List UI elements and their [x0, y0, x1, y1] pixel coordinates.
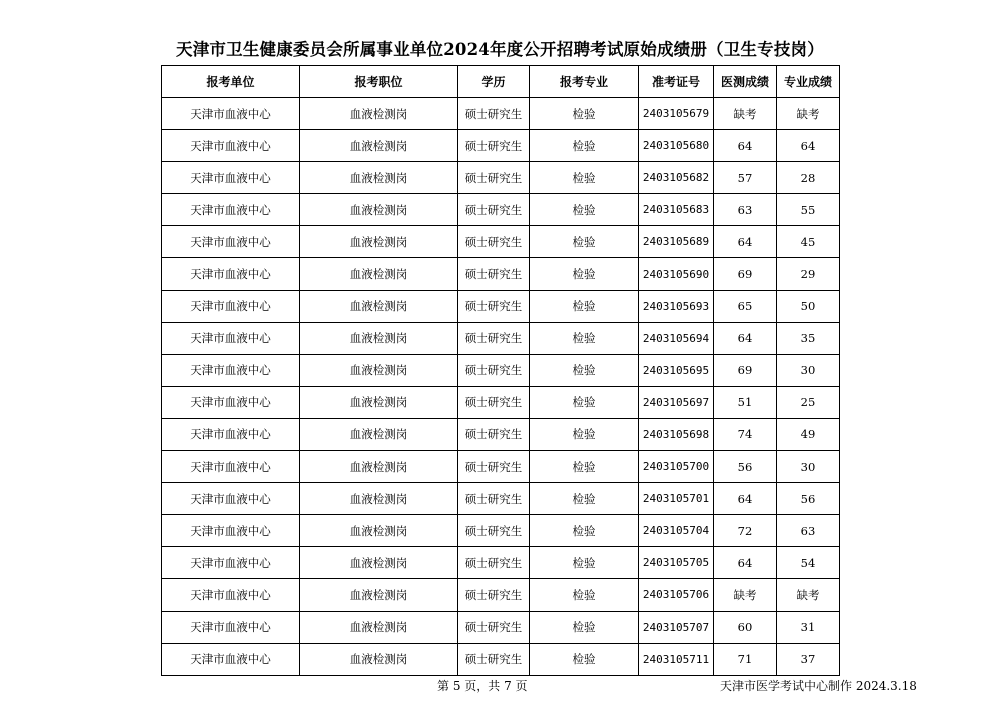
table-row: [162, 258, 840, 290]
cell-test-score: 64: [714, 130, 777, 162]
table-row: [162, 483, 840, 515]
column-header-test-score: 医测成绩: [714, 66, 777, 98]
column-header-major: 报考专业: [530, 66, 639, 98]
cell-major-score: 54: [777, 547, 840, 579]
cell-major: 检验: [530, 515, 639, 547]
cell-education: 硕士研究生: [458, 226, 530, 258]
cell-position: 血液检测岗: [300, 386, 458, 418]
cell-education: 硕士研究生: [458, 483, 530, 515]
cell-test-score: 72: [714, 515, 777, 547]
cell-exam-id: 2403105695: [639, 354, 714, 386]
cell-position: 血液检测岗: [300, 483, 458, 515]
cell-major: 检验: [530, 354, 639, 386]
column-header-education: 学历: [458, 66, 530, 98]
cell-major-score: 56: [777, 483, 840, 515]
cell-test-score: 71: [714, 643, 777, 675]
cell-exam-id: 2403105694: [639, 322, 714, 354]
column-header-major-score: 专业成绩: [777, 66, 840, 98]
cell-major: 检验: [530, 643, 639, 675]
page-number: 第 5 页，共 7 页: [437, 679, 528, 693]
table-row: [162, 386, 840, 418]
cell-major: 检验: [530, 194, 639, 226]
cell-major: 检验: [530, 418, 639, 450]
cell-test-score: 60: [714, 611, 777, 643]
cell-unit: 天津市血液中心: [162, 290, 300, 322]
cell-exam-id: 2403105683: [639, 194, 714, 226]
cell-education: 硕士研究生: [458, 547, 530, 579]
cell-exam-id: 2403105700: [639, 451, 714, 483]
cell-position: 血液检测岗: [300, 194, 458, 226]
cell-position: 血液检测岗: [300, 258, 458, 290]
cell-education: 硕士研究生: [458, 386, 530, 418]
cell-unit: 天津市血液中心: [162, 258, 300, 290]
cell-unit: 天津市血液中心: [162, 451, 300, 483]
cell-test-score: 缺考: [714, 98, 777, 130]
table-row: [162, 354, 840, 386]
score-table-body: [162, 98, 840, 676]
cell-unit: 天津市血液中心: [162, 194, 300, 226]
cell-unit: 天津市血液中心: [162, 643, 300, 675]
cell-test-score: 51: [714, 386, 777, 418]
producer-credit: 天津市医学考试中心制作 2024.3.18: [720, 679, 917, 693]
cell-education: 硕士研究生: [458, 130, 530, 162]
cell-test-score: 63: [714, 194, 777, 226]
cell-major: 检验: [530, 611, 639, 643]
cell-unit: 天津市血液中心: [162, 611, 300, 643]
cell-exam-id: 2403105693: [639, 290, 714, 322]
cell-unit: 天津市血液中心: [162, 483, 300, 515]
cell-major: 检验: [530, 483, 639, 515]
cell-exam-id: 2403105679: [639, 98, 714, 130]
cell-education: 硕士研究生: [458, 354, 530, 386]
cell-position: 血液检测岗: [300, 643, 458, 675]
cell-unit: 天津市血液中心: [162, 418, 300, 450]
table-row: [162, 418, 840, 450]
cell-unit: 天津市血液中心: [162, 386, 300, 418]
cell-major-score: 30: [777, 451, 840, 483]
cell-education: 硕士研究生: [458, 290, 530, 322]
cell-test-score: 64: [714, 547, 777, 579]
cell-test-score: 64: [714, 483, 777, 515]
cell-unit: 天津市血液中心: [162, 226, 300, 258]
column-header-exam-id: 准考证号: [639, 66, 714, 98]
cell-exam-id: 2403105705: [639, 547, 714, 579]
table-row: [162, 515, 840, 547]
cell-major: 检验: [530, 98, 639, 130]
cell-exam-id: 2403105704: [639, 515, 714, 547]
cell-major: 检验: [530, 579, 639, 611]
cell-test-score: 65: [714, 290, 777, 322]
cell-test-score: 64: [714, 322, 777, 354]
cell-major-score: 64: [777, 130, 840, 162]
cell-position: 血液检测岗: [300, 418, 458, 450]
cell-exam-id: 2403105707: [639, 611, 714, 643]
table-row: [162, 643, 840, 675]
column-header-unit: 报考单位: [162, 66, 300, 98]
cell-major: 检验: [530, 226, 639, 258]
cell-education: 硕士研究生: [458, 451, 530, 483]
cell-education: 硕士研究生: [458, 579, 530, 611]
cell-major-score: 50: [777, 290, 840, 322]
header-row: [162, 66, 840, 98]
cell-position: 血液检测岗: [300, 354, 458, 386]
cell-test-score: 64: [714, 226, 777, 258]
cell-exam-id: 2403105701: [639, 483, 714, 515]
cell-position: 血液检测岗: [300, 290, 458, 322]
cell-education: 硕士研究生: [458, 98, 530, 130]
cell-exam-id: 2403105682: [639, 162, 714, 194]
table-row: [162, 322, 840, 354]
cell-education: 硕士研究生: [458, 194, 530, 226]
cell-exam-id: 2403105689: [639, 226, 714, 258]
score-table: [161, 65, 840, 676]
cell-education: 硕士研究生: [458, 611, 530, 643]
cell-position: 血液检测岗: [300, 547, 458, 579]
cell-major-score: 37: [777, 643, 840, 675]
cell-exam-id: 2403105698: [639, 418, 714, 450]
cell-education: 硕士研究生: [458, 322, 530, 354]
cell-unit: 天津市血液中心: [162, 98, 300, 130]
table-row: [162, 162, 840, 194]
cell-exam-id: 2403105690: [639, 258, 714, 290]
cell-test-score: 缺考: [714, 579, 777, 611]
cell-exam-id: 2403105697: [639, 386, 714, 418]
cell-unit: 天津市血液中心: [162, 547, 300, 579]
table-row: [162, 194, 840, 226]
cell-major-score: 35: [777, 322, 840, 354]
cell-education: 硕士研究生: [458, 643, 530, 675]
table-row: [162, 98, 840, 130]
cell-major: 检验: [530, 258, 639, 290]
cell-education: 硕士研究生: [458, 515, 530, 547]
cell-major-score: 63: [777, 515, 840, 547]
cell-position: 血液检测岗: [300, 611, 458, 643]
table-row: [162, 226, 840, 258]
cell-major: 检验: [530, 322, 639, 354]
cell-major-score: 29: [777, 258, 840, 290]
cell-exam-id: 2403105711: [639, 643, 714, 675]
cell-major-score: 28: [777, 162, 840, 194]
column-header-position: 报考职位: [300, 66, 458, 98]
cell-unit: 天津市血液中心: [162, 515, 300, 547]
cell-major: 检验: [530, 451, 639, 483]
cell-position: 血液检测岗: [300, 322, 458, 354]
cell-unit: 天津市血液中心: [162, 354, 300, 386]
cell-exam-id: 2403105680: [639, 130, 714, 162]
cell-major-score: 45: [777, 226, 840, 258]
table-row: [162, 547, 840, 579]
cell-exam-id: 2403105706: [639, 579, 714, 611]
cell-position: 血液检测岗: [300, 226, 458, 258]
cell-major-score: 缺考: [777, 579, 840, 611]
cell-major-score: 49: [777, 418, 840, 450]
cell-position: 血液检测岗: [300, 579, 458, 611]
cell-major-score: 55: [777, 194, 840, 226]
cell-major: 检验: [530, 162, 639, 194]
cell-test-score: 74: [714, 418, 777, 450]
cell-test-score: 69: [714, 354, 777, 386]
cell-test-score: 57: [714, 162, 777, 194]
cell-major: 检验: [530, 290, 639, 322]
cell-position: 血液检测岗: [300, 515, 458, 547]
cell-major-score: 31: [777, 611, 840, 643]
cell-unit: 天津市血液中心: [162, 130, 300, 162]
table-row: [162, 130, 840, 162]
cell-major-score: 30: [777, 354, 840, 386]
cell-position: 血液检测岗: [300, 162, 458, 194]
cell-position: 血液检测岗: [300, 451, 458, 483]
cell-unit: 天津市血液中心: [162, 162, 300, 194]
cell-education: 硕士研究生: [458, 162, 530, 194]
document-title: 天津市卫生健康委员会所属事业单位2024年度公开招聘考试原始成绩册（卫生专技岗）: [176, 40, 824, 59]
cell-position: 血液检测岗: [300, 130, 458, 162]
table-row: [162, 290, 840, 322]
cell-unit: 天津市血液中心: [162, 579, 300, 611]
table-row: [162, 451, 840, 483]
cell-unit: 天津市血液中心: [162, 322, 300, 354]
cell-major-score: 缺考: [777, 98, 840, 130]
table-row: [162, 579, 840, 611]
cell-test-score: 69: [714, 258, 777, 290]
cell-education: 硕士研究生: [458, 258, 530, 290]
cell-major: 检验: [530, 130, 639, 162]
cell-education: 硕士研究生: [458, 418, 530, 450]
cell-major-score: 25: [777, 386, 840, 418]
cell-position: 血液检测岗: [300, 98, 458, 130]
table-row: [162, 611, 840, 643]
cell-major: 检验: [530, 386, 639, 418]
cell-test-score: 56: [714, 451, 777, 483]
cell-major: 检验: [530, 547, 639, 579]
